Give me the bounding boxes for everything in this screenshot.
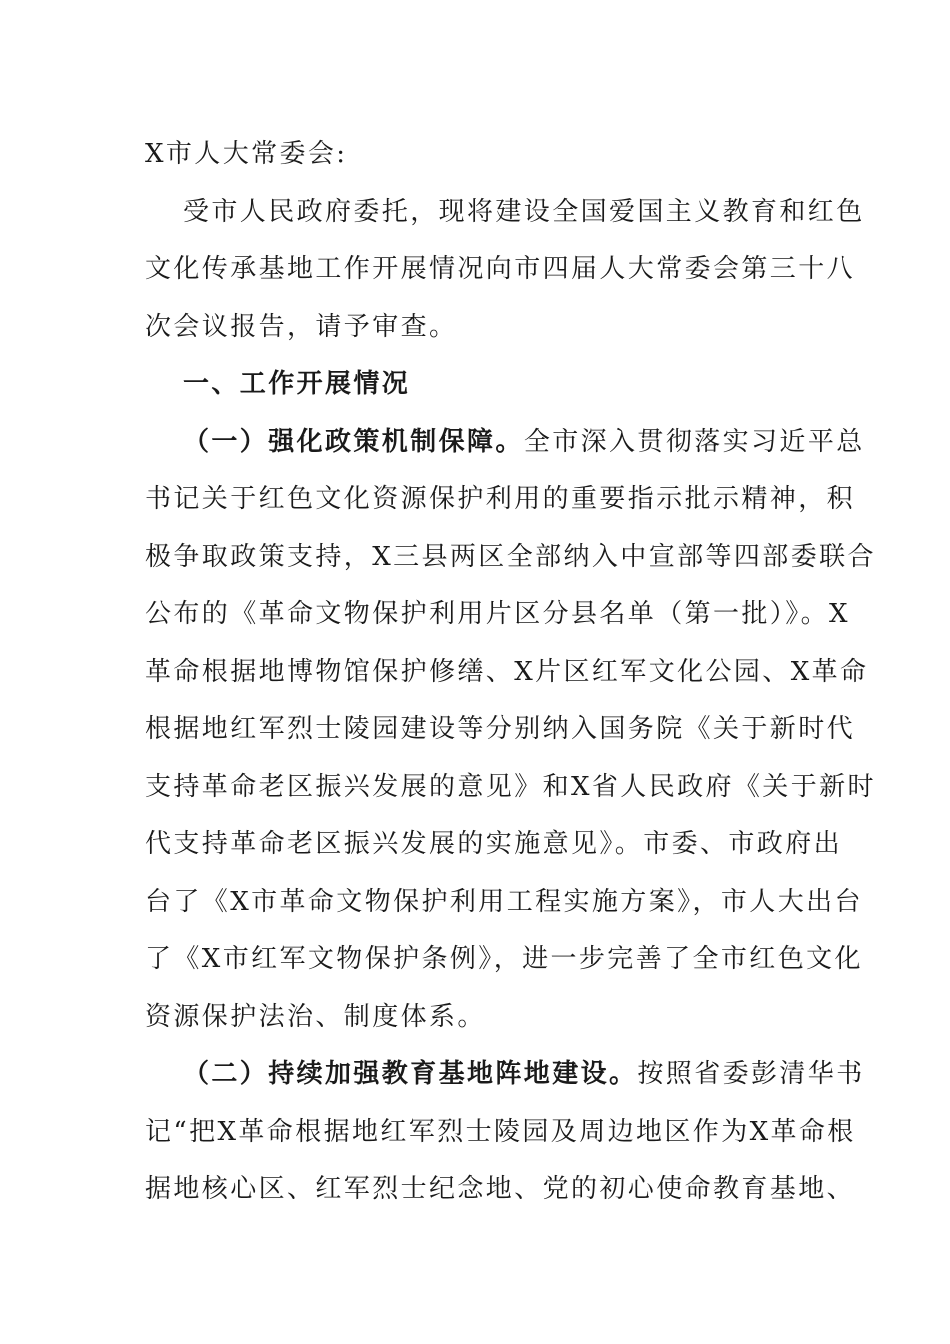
intro-line-1: 受市人民政府委托，现将建设全国爱国主义教育和红色 (183, 196, 865, 227)
para1-first-line-rest: 全市深入贯彻落实习近平总 (523, 426, 865, 457)
intro-line-3: 次会议报告，请予审查。 (145, 311, 458, 342)
para1-heading: （一）强化政策机制保障。 (183, 426, 524, 457)
para1-line: 支持革命老区振兴发展的意见》和X省人民政府《关于新时 (145, 771, 876, 802)
para1-line: 代支持革命老区振兴发展的实施意见》。市委、市政府出 (145, 829, 843, 859)
para2-line: 记“把X革命根据地红军烈士陵园及周边地区作为X革命根 (145, 1116, 856, 1147)
salutation: X市人大常委会: (145, 139, 348, 169)
para1-line: 极争取政策支持，X三县两区全部纳入中宣部等四部委联合 (145, 541, 876, 572)
intro-line-2: 文化传承基地工作开展情况向市四届人大常委会第三十八 (145, 254, 856, 284)
para1-line: 公布的《革命文物保护利用片区分县名单（第一批）》。X (145, 599, 850, 629)
para1-line: 了《X市红军文物保护条例》，进一步完善了全市红色文化 (145, 944, 863, 974)
para2-line: 据地核心区、红军烈士纪念地、党的初心使命教育基地、 (145, 1174, 856, 1204)
para1-line: 根据地红军烈士陵园建设等分别纳入国务院《关于新时代 (145, 714, 856, 744)
document-body (145, 126, 876, 1219)
para1-first-line (145, 414, 865, 472)
para2-first-line-rest: 按照省委彭清华书 (637, 1059, 865, 1089)
para2-heading: （二）持续加强教育基地阵地建设。 (183, 1059, 638, 1089)
para1-line: 书记关于红色文化资源保护利用的重要指示批示精神，积 (145, 484, 856, 514)
para1-line: 资源保护法治、制度体系。 (145, 1001, 486, 1032)
para1-line: 台了《X市革命文物保护利用工程实施方案》，市人大出台 (145, 886, 863, 917)
para2-first-line (145, 1046, 865, 1104)
para1-line: 革命根据地博物馆保护修缮、X片区红军文化公园、X革命 (145, 656, 869, 687)
section-heading: 一、工作开展情况 (183, 369, 411, 399)
